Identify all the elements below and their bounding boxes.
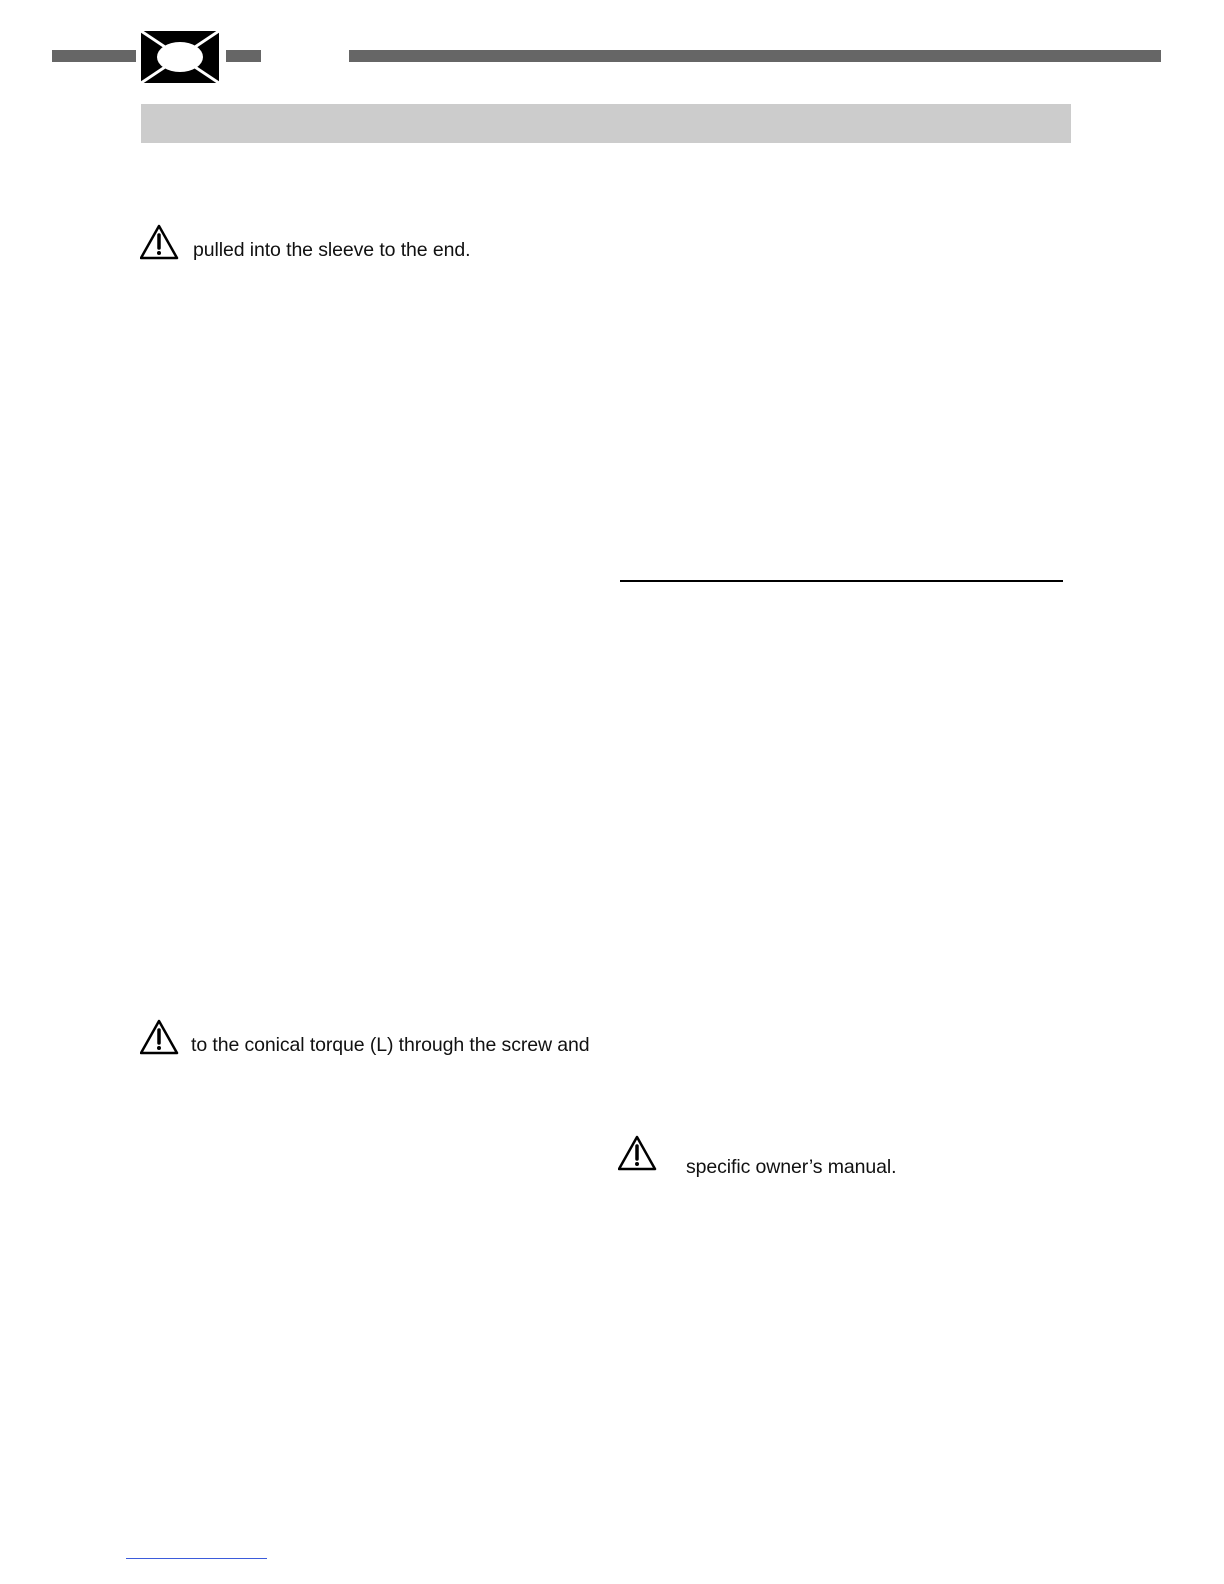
warning-triangle-icon [140,1019,180,1055]
warning-triangle-icon [140,224,180,260]
section-divider [620,580,1063,582]
warning-text: pulled into the sleeve to the end. [193,239,471,261]
section-title-band [141,104,1071,143]
warning-text: specific owner’s manual. [686,1156,897,1178]
cross-emblem-icon [141,31,219,83]
header-bar-left [52,50,136,62]
header-bar-right [349,50,1161,62]
warning-text: to the conical torque (L) through the screw and [191,1034,590,1056]
warning-triangle-icon [618,1135,658,1171]
footer-link-underline[interactable] [126,1558,267,1559]
header-bar-left-short [226,50,261,62]
